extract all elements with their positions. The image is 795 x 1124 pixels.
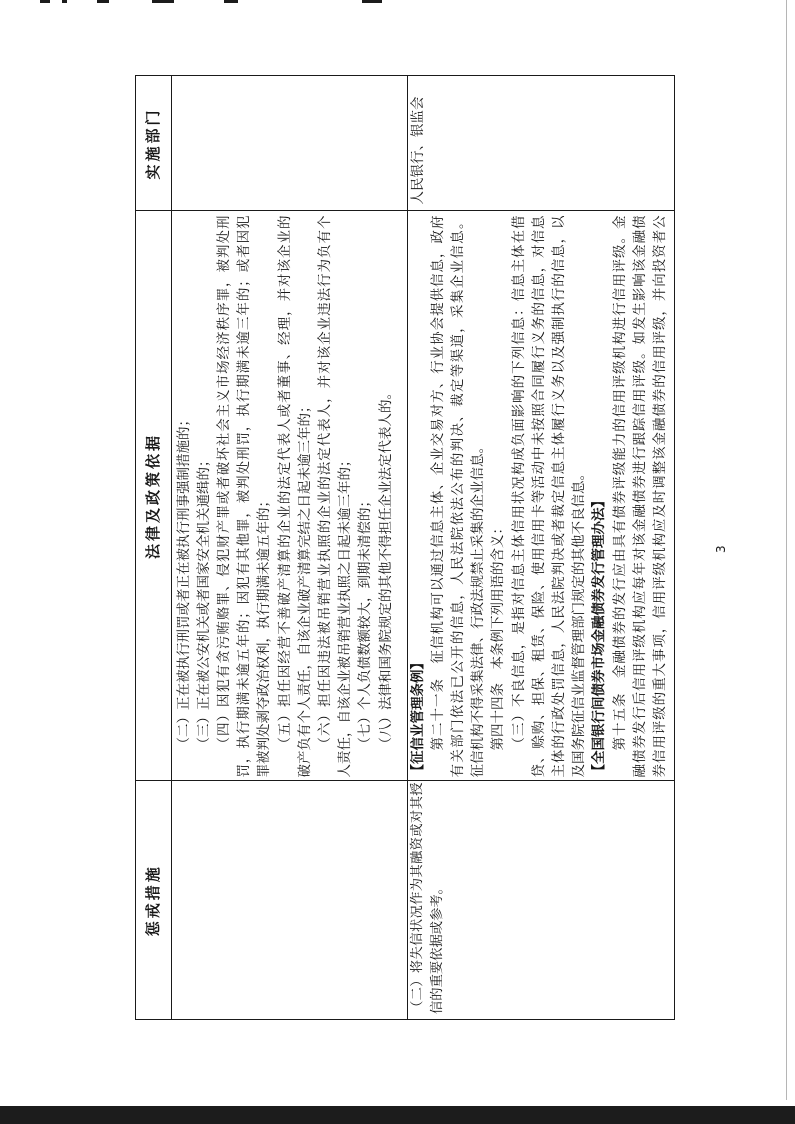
text-line: 第二十一条 征信机构可以通过信息主体、企业交易对方、行业协会提供信息，政府 [429,215,446,751]
basis-paragraph [174,216,194,778]
law-title [589,216,609,778]
text-line: （六）担任因违法被吊销营业执照的企业的法定代表人，并对该企业违法行为负有个 [316,215,333,751]
text-line: （二）正在被执行刑罚或者正在被执行刑事强制措施的； [175,413,192,751]
text-line: 主体的行政处罚信息，人民法院判决或者裁定信息主体履行义务以及强制执行的信息，以 [550,215,567,778]
basis-paragraph [376,216,396,778]
text-line: （四）因犯有贪污贿赂罪、侵犯财产罪或者破坏社会主义市场经济秩序罪，被判处刑 [215,215,232,751]
text-line: 【全国银行间债券市场金融债券发行管理办法】 [591,494,608,778]
text-line: 第十五条 金融债券的发行应由具有债券评级能力的信用评级机构进行信用评级。金 [611,215,628,751]
basis-paragraph [194,216,214,778]
header-dept: 实施部门 [136,76,172,211]
text-line: （七）个人负债数额较大，到期未清偿的； [357,494,374,751]
text-line: 破产负有个人责任，自该企业破产清算完结之日起未逾三年的； [296,399,313,778]
basis-cell [408,211,675,781]
basis-paragraph [214,216,275,778]
text-line: 第四十四条 本条例下列用语的含义： [490,521,507,751]
dept-cell [408,76,675,211]
text-line: （三）不良信息，是指对信息主体信用状况构成负面影响的下列信息：信息主体在借 [510,215,527,751]
basis-paragraph [610,216,671,778]
text-line: （八）法律和国务院规定的其他不得担任企业法定代表人的。 [377,386,394,751]
text-line: 征信机构不得采集法律、行政法规禁止采集的企业信息。 [470,440,487,778]
text-line: （二）将失信状况作为其融资或对其授 [409,782,425,1014]
measure-cell [172,781,408,1020]
text-line: （五）担任因经营不善破产清算的企业的法定代表人或者董事、经理，并对该企业的 [276,215,293,751]
basis-paragraph [428,216,468,778]
text-line: 人民银行、银监会 [409,96,426,205]
text-line: （三）正在被公安机关或者国家安全机关通缉的； [195,453,212,751]
credit-discipline-table [135,75,675,1020]
text-line: 融债券发行后信用评级机构应每年对该金融债券进行跟踪信用评级。如发生影响该金融债 [631,215,648,778]
text-line: 贷、赊购、担保、租赁、保险、使用信用卡等活动中未按照合同履行义务的信息，对信息 [530,215,547,778]
text-line: 有关部门依法已公开的信息，人民法院依法公布的判决、裁定等渠道，采集企业信息。 [449,215,466,778]
header-basis: 法律及政策依据 [136,211,172,781]
basis-paragraph [509,216,590,778]
header-measure: 惩戒措施 [136,781,172,1020]
text-line: 信的重要依据或参考。 [429,881,445,1014]
basis-paragraph [355,216,375,778]
dept-cell [172,76,408,211]
text-line: 券信用评级的重大事项，信用评级机构应及时调整该金融债券的信用评级，并向投资者公 [651,215,668,778]
text-line: 及国务院征信业监督管理部门规定的其他不良信息。 [571,467,588,778]
page-number: 3 [714,545,728,553]
measure-cell [408,781,675,1020]
basis-paragraph [488,216,508,778]
law-title [408,216,428,778]
basis-paragraph [315,216,355,778]
text-line: 人责任，自该企业被吊销营业执照之日起未逾三年的； [337,453,354,778]
basis-paragraph [468,216,488,778]
basis-cell [172,211,408,781]
basis-paragraph [275,216,315,778]
text-line: 【征信业管理条例】 [409,656,426,778]
text-line: 罚，执行期满未逾五年的；因犯有其他罪，被判处刑罚，执行期满未逾三年的；或者因犯 [236,215,253,778]
text-line: 罪被判处剥夺政治权利，执行期满未逾五年的； [256,494,273,778]
